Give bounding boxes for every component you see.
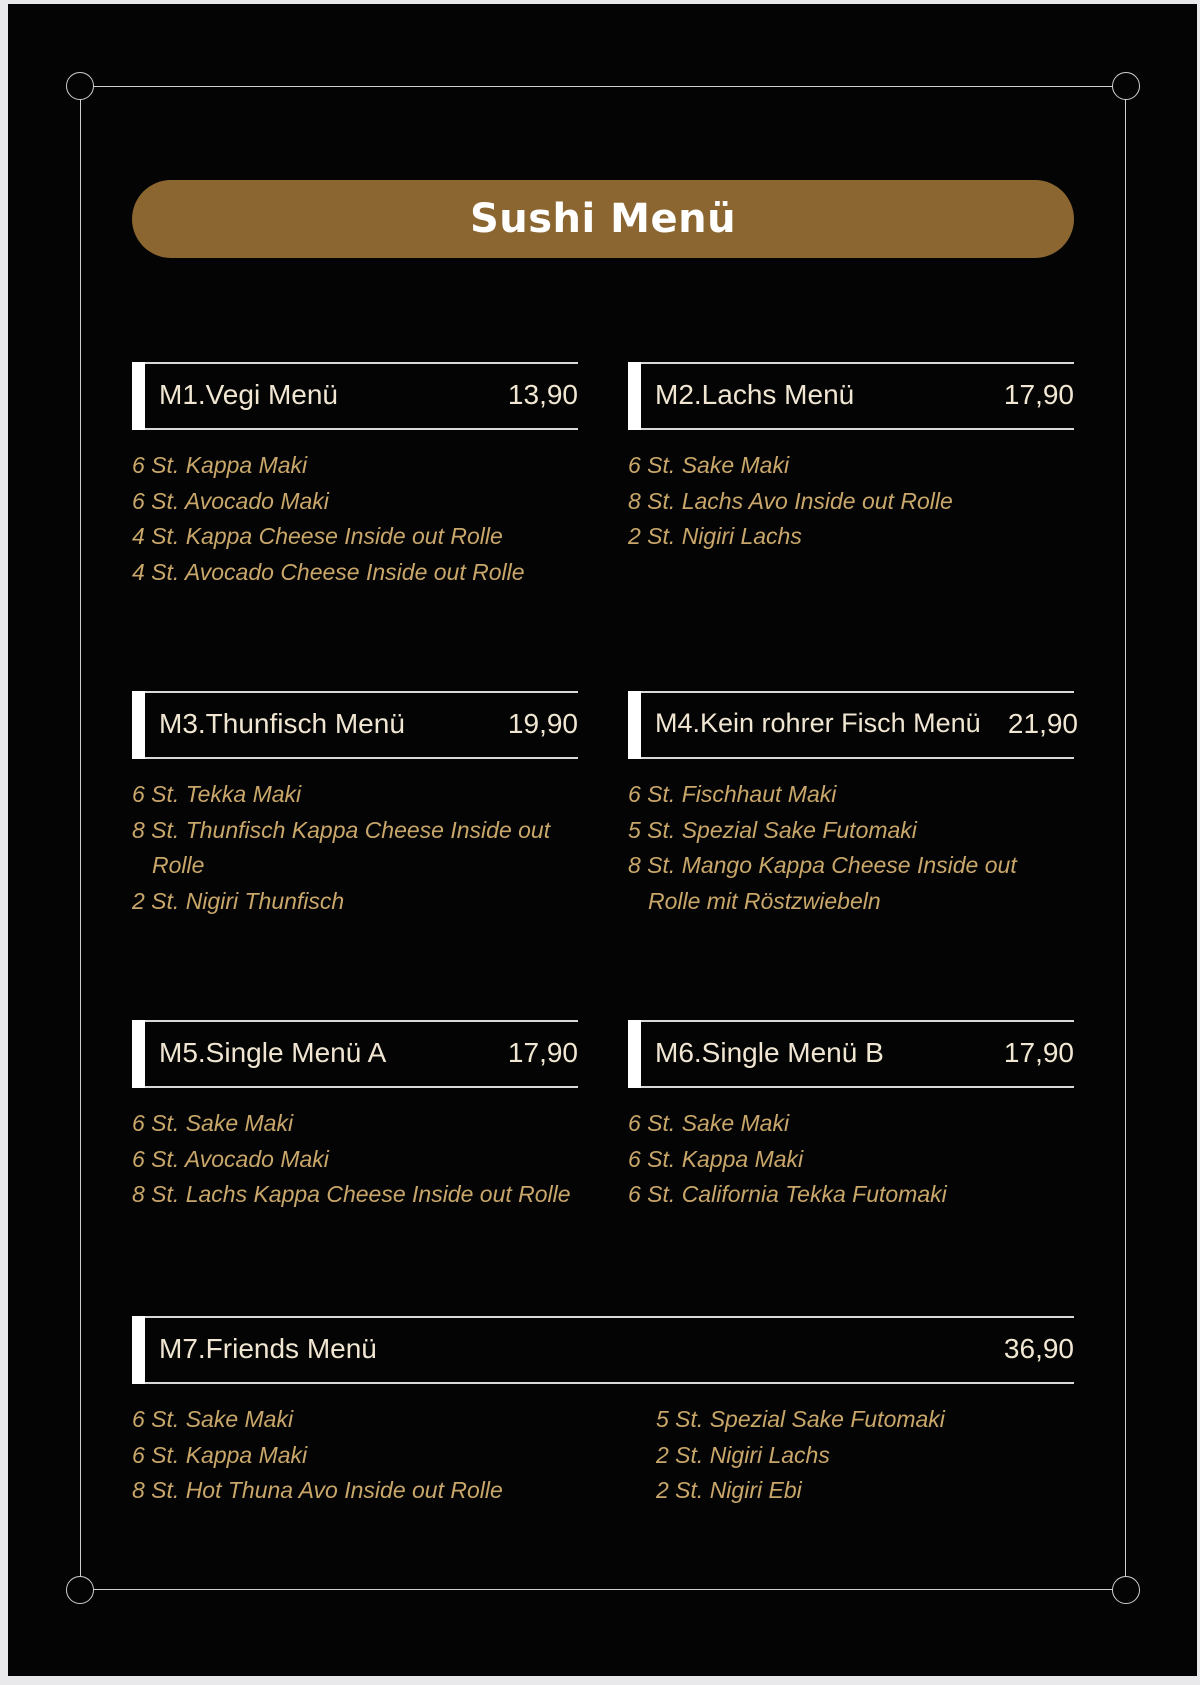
menu-header-m2 [628,362,1074,430]
menu-items-m7-left [132,1402,503,1509]
menu-header-m3 [132,691,578,759]
menu-price: 13,90 [507,379,578,410]
list-item: 6 St. Tekka Maki [132,781,302,807]
list-item: 6 St. Fischhaut Maki [628,781,837,807]
menu-price: 17,90 [1003,379,1074,410]
header-accent-bar [628,691,641,759]
menu-header-m4 [628,691,1078,759]
list-item: 6 St. Kappa Maki [132,1441,308,1468]
list-item: Rolle [152,852,205,878]
menu-price: 19,90 [507,708,578,739]
list-item: 6 St. Avocado Maki [132,1145,329,1172]
menu-price: 21,90 [1007,708,1078,739]
header-accent-bar [132,1316,145,1384]
menu-name: M7.Friends Menü [159,1333,377,1364]
page-title: Sushi Menü [469,196,737,242]
header-accent-bar [132,691,145,759]
list-item: 2 St. Nigiri Thunfisch [132,887,345,914]
menu-header-m5 [132,1020,578,1088]
list-item: 6 St. Sake Maki [628,452,790,478]
list-item: 8 St. Hot Thuna Avo Inside out Rolle [132,1477,503,1503]
list-item: Rolle mit Röstzwiebeln [648,887,881,914]
frame-corner [1112,1576,1140,1604]
menu-header-m6 [628,1020,1074,1088]
title-banner [132,180,1074,258]
header-accent-bar [132,1020,145,1088]
menu-items-m1 [132,448,525,590]
list-item: 5 St. Spezial Sake Futomaki [656,1406,945,1432]
menu-items-m2 [628,448,953,555]
header-accent-bar [628,1020,641,1088]
menu-items-m3 [132,777,550,919]
list-item: 4 St. Avocado Cheese Inside out Rolle [132,558,525,585]
header-accent-bar [132,362,145,430]
list-item: 6 St. Kappa Maki [132,452,308,478]
menu-name: M1.Vegi Menü [159,379,338,410]
menu-name: M2.Lachs Menü [655,379,855,410]
list-item: 2 St. Nigiri Ebi [656,1477,802,1503]
list-item: 8 St. Lachs Kappa Cheese Inside out Rolle [132,1181,571,1207]
list-item: 4 St. Kappa Cheese Inside out Rolle [132,523,503,549]
list-item: 5 St. Spezial Sake Futomaki [628,816,917,843]
frame-corner [1112,72,1140,100]
list-item: 6 St. Sake Maki [132,1110,294,1136]
menu-items-m6 [628,1106,947,1213]
list-item: 6 St. Sake Maki [132,1406,294,1432]
list-item: 6 St. Avocado Maki [132,487,329,514]
menu-name: M4.Kein rohrer Fisch Menü [655,708,981,738]
list-item: 2 St. Nigiri Lachs [628,523,802,549]
menu-name: M5.Single Menü A [159,1037,387,1068]
header-accent-bar [628,362,641,430]
menu-header-m7 [132,1316,1074,1384]
list-item: 8 St. Thunfisch Kappa Cheese Inside out [132,816,551,843]
menu-items-m4 [628,777,1017,919]
menu-items-m7-right [656,1402,945,1509]
menu-name: M3.Thunfisch Menü [159,708,405,739]
list-item: 6 St. Sake Maki [628,1110,790,1136]
menu-header-m1 [132,362,578,430]
menu-items-m5 [132,1106,571,1213]
list-item: 8 St. Mango Kappa Cheese Inside out [628,852,1017,878]
menu-name: M6.Single Menü B [655,1037,884,1068]
list-item: 8 St. Lachs Avo Inside out Rolle [628,487,953,514]
list-item: 6 St. California Tekka Futomaki [628,1181,947,1207]
frame-corner [66,72,94,100]
list-item: 6 St. Kappa Maki [628,1145,804,1172]
menu-price: 36,90 [1003,1333,1074,1364]
menu-price: 17,90 [507,1037,578,1068]
frame-corner [66,1576,94,1604]
menu-price: 17,90 [1003,1037,1074,1068]
list-item: 2 St. Nigiri Lachs [656,1441,830,1468]
